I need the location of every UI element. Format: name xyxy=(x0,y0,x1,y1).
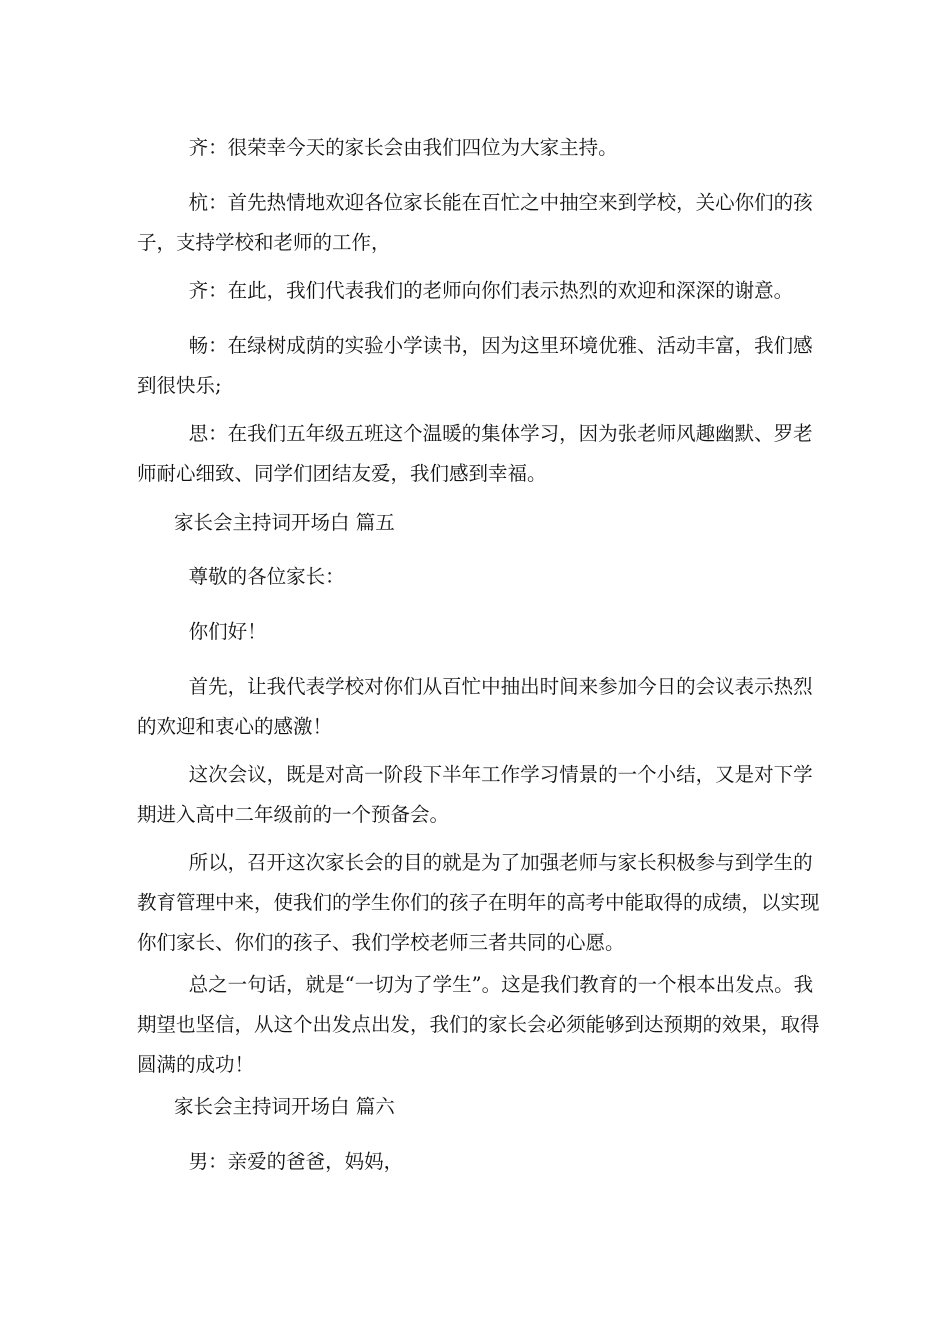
paragraph: 杭：首先热情地欢迎各位家长能在百忙之中抽空来到学校，关心你们的孩子，支持学校和老师的工作， xyxy=(137,191,813,254)
paragraph: 总之一句话，就是“一切为了学生”。这是我们教育的一个根本出发点。我期望也坚信，从这个出发点出发，我们的家长会必须能够到达预期的效果，取得圆满的成功！ xyxy=(137,973,820,1076)
paragraph: 你们好！ xyxy=(188,620,267,643)
paragraph: 思：在我们五年级五班这个温暖的集体学习，因为张老师风趣幽默、罗老师耐心细致、同学们团结友爱，我们感到幸福。 xyxy=(137,422,813,485)
paragraph: 这次会议，既是对高一阶段下半年工作学习情景的一个小结，又是对下学期进入高中二年级前的一个预备会。 xyxy=(137,763,813,826)
paragraph: 齐：在此，我们代表我们的老师向你们表示热烈的欢迎和深深的谢意。 xyxy=(188,279,794,302)
paragraph: 首先，让我代表学校对你们从百忙中抽出时间来参加今日的会议表示热烈的欢迎和衷心的感激！ xyxy=(137,675,813,738)
section-heading: 家长会主持词开场白 篇六 xyxy=(174,1095,395,1118)
section-heading: 家长会主持词开场白 篇五 xyxy=(174,511,395,534)
paragraph: 畅：在绿树成荫的实验小学读书，因为这里环境优雅、活动丰富，我们感到很快乐; xyxy=(137,334,813,397)
paragraph: 男：亲爱的爸爸，妈妈， xyxy=(188,1150,404,1173)
paragraph: 所以，召开这次家长会的目的就是为了加强老师与家长积极参与到学生的教育管理中来，使我们的学生你们的孩子在明年的高考中能取得的成绩，以实现你们家长、你们的孩子、我们学校老师三者共同的心愿。 xyxy=(137,851,820,954)
paragraph: 尊敬的各位家长： xyxy=(188,565,345,588)
paragraph: 齐：很荣幸今天的家长会由我们四位为大家主持。 xyxy=(188,136,618,159)
